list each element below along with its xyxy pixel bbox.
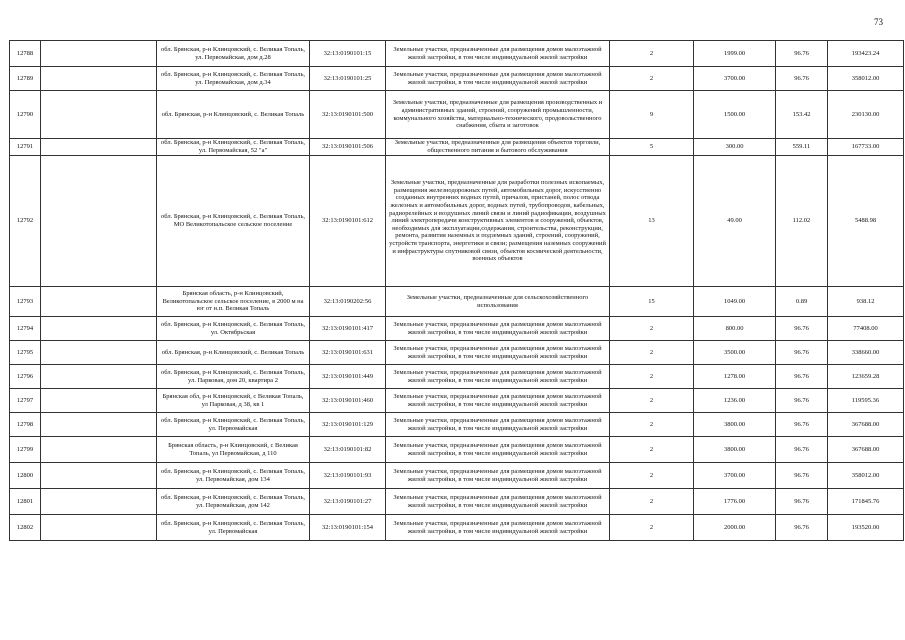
cadastral-number-cell: 32:13:0190101:417 <box>310 317 386 341</box>
area-cell: 3800.00 <box>694 437 776 463</box>
zone-cell: 2 <box>610 437 694 463</box>
row-number-cell: 12789 <box>10 67 41 91</box>
address-cell: обл. Брянская, р-н Клинцовский, с. Великая Топаль, ул. Первомайская, дом д.28 <box>157 41 310 67</box>
land-use-cell: Земельные участки, предназначенные для размещения домов малоэтажной жилой застройки, в том числе индивидуальной жилой застройки <box>386 389 610 413</box>
table-body <box>10 41 904 541</box>
zone-cell: 15 <box>610 287 694 317</box>
row-number-cell: 12797 <box>10 389 41 413</box>
specific-value-cell: 112.02 <box>776 156 828 287</box>
table-row <box>10 41 904 67</box>
address-cell: обл. Брянская, р-н Клинцовский, с. Великая Топаль, ул. Октябрьская <box>157 317 310 341</box>
land-use-cell: Земельные участки, предназначенные для размещения домов малоэтажной жилой застройки, в том числе индивидуальной жилой застройки <box>386 489 610 515</box>
zone-cell: 2 <box>610 389 694 413</box>
area-cell: 1999.00 <box>694 41 776 67</box>
address-cell: Брянская обл, р-н Клинцовский, с Великая Топаль, ул Парковая, д 38, кв 1 <box>157 389 310 413</box>
zone-cell: 2 <box>610 413 694 437</box>
specific-value-cell: 96.76 <box>776 389 828 413</box>
area-cell: 1236.00 <box>694 389 776 413</box>
blank-cell <box>41 287 157 317</box>
row-number-cell: 12801 <box>10 489 41 515</box>
table-row <box>10 91 904 139</box>
blank-cell <box>41 317 157 341</box>
land-use-cell: Земельные участки, предназначенные для размещения домов малоэтажной жилой застройки, в том числе индивидуальной жилой застройки <box>386 41 610 67</box>
specific-value-cell: 96.76 <box>776 317 828 341</box>
row-number-cell: 12792 <box>10 156 41 287</box>
blank-cell <box>41 91 157 139</box>
blank-cell <box>41 365 157 389</box>
cadastral-number-cell: 32:13:0190101:93 <box>310 463 386 489</box>
blank-cell <box>41 437 157 463</box>
address-cell: обл. Брянская, р-н Клинцовский, с. Великая Топаль, ул. Первомайская, дом д.34 <box>157 67 310 91</box>
table-row <box>10 489 904 515</box>
cadastral-value-cell: 77408.00 <box>828 317 904 341</box>
zone-cell: 2 <box>610 67 694 91</box>
zone-cell: 5 <box>610 139 694 156</box>
specific-value-cell: 96.76 <box>776 365 828 389</box>
cadastral-value-cell: 5488.98 <box>828 156 904 287</box>
address-cell: обл. Брянская, р-н Клинцовский, с. Великая Топаль <box>157 91 310 139</box>
cadastral-value-cell: 367688.00 <box>828 437 904 463</box>
cadastral-number-cell: 32:13:0190101:82 <box>310 437 386 463</box>
cadastral-value-cell: 230130.00 <box>828 91 904 139</box>
table-row <box>10 463 904 489</box>
land-use-cell: Земельные участки, предназначенные для размещения объектов торговли, общественного питания и бытового обслуживания <box>386 139 610 156</box>
land-use-cell: Земельные участки, предназначенные для размещения домов малоэтажной жилой застройки, в том числе индивидуальной жилой застройки <box>386 515 610 541</box>
table-row <box>10 437 904 463</box>
cadastral-number-cell: 32:13:0190101:129 <box>310 413 386 437</box>
row-number-cell: 12788 <box>10 41 41 67</box>
area-cell: 1049.00 <box>694 287 776 317</box>
row-number-cell: 12799 <box>10 437 41 463</box>
row-number-cell: 12793 <box>10 287 41 317</box>
table-row <box>10 515 904 541</box>
cadastral-number-cell: 32:13:0190101:500 <box>310 91 386 139</box>
cadastral-number-cell: 32:13:0190101:25 <box>310 67 386 91</box>
table-row <box>10 413 904 437</box>
address-cell: обл. Брянская, р-н Клинцовский, с. Великая Топаль, МО Великотопальское сельское поселение <box>157 156 310 287</box>
cadastral-number-cell: 32:13:0190101:460 <box>310 389 386 413</box>
row-number-cell: 12796 <box>10 365 41 389</box>
address-cell: обл. Брянская, р-н Клинцовский, с. Великая Топаль, ул. Первомайская, дом 134 <box>157 463 310 489</box>
specific-value-cell: 153.42 <box>776 91 828 139</box>
specific-value-cell: 96.76 <box>776 41 828 67</box>
zone-cell: 9 <box>610 91 694 139</box>
zone-cell: 2 <box>610 317 694 341</box>
table-row <box>10 365 904 389</box>
table-row <box>10 67 904 91</box>
row-number-cell: 12795 <box>10 341 41 365</box>
address-cell: обл. Брянская, р-н Клинцовский, с. Великая Топаль, ул. Парковая, дом 20, квартира 2 <box>157 365 310 389</box>
cadastral-value-cell: 123659.28 <box>828 365 904 389</box>
land-use-cell: Земельные участки, предназначенные для размещения домов малоэтажной жилой застройки, в том числе индивидуальной жилой застройки <box>386 463 610 489</box>
row-number-cell: 12790 <box>10 91 41 139</box>
cadastral-value-cell: 193520.00 <box>828 515 904 541</box>
area-cell: 300.00 <box>694 139 776 156</box>
table-row <box>10 287 904 317</box>
blank-cell <box>41 515 157 541</box>
land-use-cell: Земельные участки, предназначенные для размещения домов малоэтажной жилой застройки, в том числе индивидуальной жилой застройки <box>386 437 610 463</box>
land-use-cell: Земельные участки, предназначенные для размещения домов малоэтажной жилой застройки, в том числе индивидуальной жилой застройки <box>386 317 610 341</box>
address-cell: Брянская область, р-н Клинцовский, с Великая Топаль, ул Первомайская, д 110 <box>157 437 310 463</box>
area-cell: 800.00 <box>694 317 776 341</box>
cadastral-value-cell: 367688.00 <box>828 413 904 437</box>
specific-value-cell: 96.76 <box>776 489 828 515</box>
cadastral-value-cell: 338660.00 <box>828 341 904 365</box>
specific-value-cell: 96.76 <box>776 413 828 437</box>
row-number-cell: 12798 <box>10 413 41 437</box>
specific-value-cell: 96.76 <box>776 515 828 541</box>
cadastral-number-cell: 32:13:0190202:56 <box>310 287 386 317</box>
address-cell: обл. Брянская, р-н Клинцовский, с. Великая Топаль, ул. Первомайская <box>157 413 310 437</box>
page-number: 73 <box>874 17 883 27</box>
specific-value-cell: 0.89 <box>776 287 828 317</box>
blank-cell <box>41 156 157 287</box>
specific-value-cell: 96.76 <box>776 463 828 489</box>
table-row <box>10 341 904 365</box>
cadastral-value-cell: 171845.76 <box>828 489 904 515</box>
table-row <box>10 317 904 341</box>
address-cell: Брянская область, р-н Клинцовский, Великотопальское сельское поселение, в 2000 м на юг от н.п. Великая Топаль <box>157 287 310 317</box>
cadastral-value-table <box>9 40 904 541</box>
cadastral-value-cell: 358012.00 <box>828 463 904 489</box>
area-cell: 1500.00 <box>694 91 776 139</box>
address-cell: обл. Брянская, р-н Клинцовский, с. Великая Топаль <box>157 341 310 365</box>
land-use-cell: Земельные участки, предназначенные для размещения домов малоэтажной жилой застройки, в том числе индивидуальной жилой застройки <box>386 365 610 389</box>
land-use-cell: Земельные участки, предназначенные для размещения производственных и административных зданий, строений, сооружений промышленности, коммунального хозяйства, материально-технического, продовольственного снабжения, сбыта и заготовок <box>386 91 610 139</box>
land-use-cell: Земельные участки, предназначенные для размещения домов малоэтажной жилой застройки, в том числе индивидуальной жилой застройки <box>386 341 610 365</box>
land-use-cell: Земельные участки, предназначенные для размещения домов малоэтажной жилой застройки, в том числе индивидуальной жилой застройки <box>386 413 610 437</box>
cadastral-number-cell: 32:13:0190101:27 <box>310 489 386 515</box>
area-cell: 2000.00 <box>694 515 776 541</box>
zone-cell: 2 <box>610 489 694 515</box>
table-row <box>10 156 904 287</box>
cadastral-number-cell: 32:13:0190101:612 <box>310 156 386 287</box>
cadastral-number-cell: 32:13:0190101:15 <box>310 41 386 67</box>
area-cell: 3500.00 <box>694 341 776 365</box>
blank-cell <box>41 463 157 489</box>
table-row <box>10 389 904 413</box>
blank-cell <box>41 489 157 515</box>
area-cell: 3700.00 <box>694 463 776 489</box>
area-cell: 3800.00 <box>694 413 776 437</box>
blank-cell <box>41 41 157 67</box>
blank-cell <box>41 67 157 91</box>
specific-value-cell: 559.11 <box>776 139 828 156</box>
cadastral-number-cell: 32:13:0190101:449 <box>310 365 386 389</box>
row-number-cell: 12794 <box>10 317 41 341</box>
zone-cell: 2 <box>610 365 694 389</box>
zone-cell: 2 <box>610 41 694 67</box>
blank-cell <box>41 389 157 413</box>
zone-cell: 2 <box>610 341 694 365</box>
zone-cell: 2 <box>610 463 694 489</box>
row-number-cell: 12800 <box>10 463 41 489</box>
land-use-cell: Земельные участки, предназначенные для размещения домов малоэтажной жилой застройки, в том числе индивидуальной жилой застройки <box>386 67 610 91</box>
area-cell: 49.00 <box>694 156 776 287</box>
address-cell: обл. Брянская, р-н Клинцовский, с. Великая Топаль, ул. Первомайская, 52 "а" <box>157 139 310 156</box>
row-number-cell: 12791 <box>10 139 41 156</box>
cadastral-value-cell: 193423.24 <box>828 41 904 67</box>
area-cell: 3700.00 <box>694 67 776 91</box>
cadastral-value-cell: 358012.00 <box>828 67 904 91</box>
cadastral-value-cell: 167733.00 <box>828 139 904 156</box>
specific-value-cell: 96.76 <box>776 341 828 365</box>
area-cell: 1278.00 <box>694 365 776 389</box>
blank-cell <box>41 413 157 437</box>
zone-cell: 13 <box>610 156 694 287</box>
row-number-cell: 12802 <box>10 515 41 541</box>
blank-cell <box>41 139 157 156</box>
land-use-cell: Земельные участки, предназначенные для разработки полезных ископаемых, размещения железнодорожных путей, автомобильных дорог, искусственно созданных внутренних водных путей, причалов, пристаней, полос отвода железных и автомобильных дорог, водных путей, трубопроводов, кабельных, радиорелейных и воздушных линий связи и линий радиофикации, воздушных линий электропередачи конструктивных элементов и сооружений, объектов, необходимых для эксплуатации,содержания, строительства, реконструкции, ремонта, развития наземных и подземных зданий, строений, сооружений, устройств транспорта, энергетики и связи; размещения наземных сооружений и инфраструктуры спутниковой связи, объектов космической деятельности, военных объектов <box>386 156 610 287</box>
blank-cell <box>41 341 157 365</box>
cadastral-number-cell: 32:13:0190101:154 <box>310 515 386 541</box>
address-cell: обл. Брянская, р-н Клинцовский, с. Великая Топаль, ул. Первомайская <box>157 515 310 541</box>
address-cell: обл. Брянская, р-н Клинцовский, с. Великая Топаль, ул. Первомайская, дом 142 <box>157 489 310 515</box>
cadastral-number-cell: 32:13:0190101:631 <box>310 341 386 365</box>
specific-value-cell: 96.76 <box>776 67 828 91</box>
cadastral-value-cell: 119595.36 <box>828 389 904 413</box>
area-cell: 1776.00 <box>694 489 776 515</box>
cadastral-value-cell: 938.12 <box>828 287 904 317</box>
specific-value-cell: 96.76 <box>776 437 828 463</box>
land-use-cell: Земельные участки, предназначенные для сельскохозяйственного использования <box>386 287 610 317</box>
table-row <box>10 139 904 156</box>
cadastral-number-cell: 32:13:0190101:506 <box>310 139 386 156</box>
zone-cell: 2 <box>610 515 694 541</box>
